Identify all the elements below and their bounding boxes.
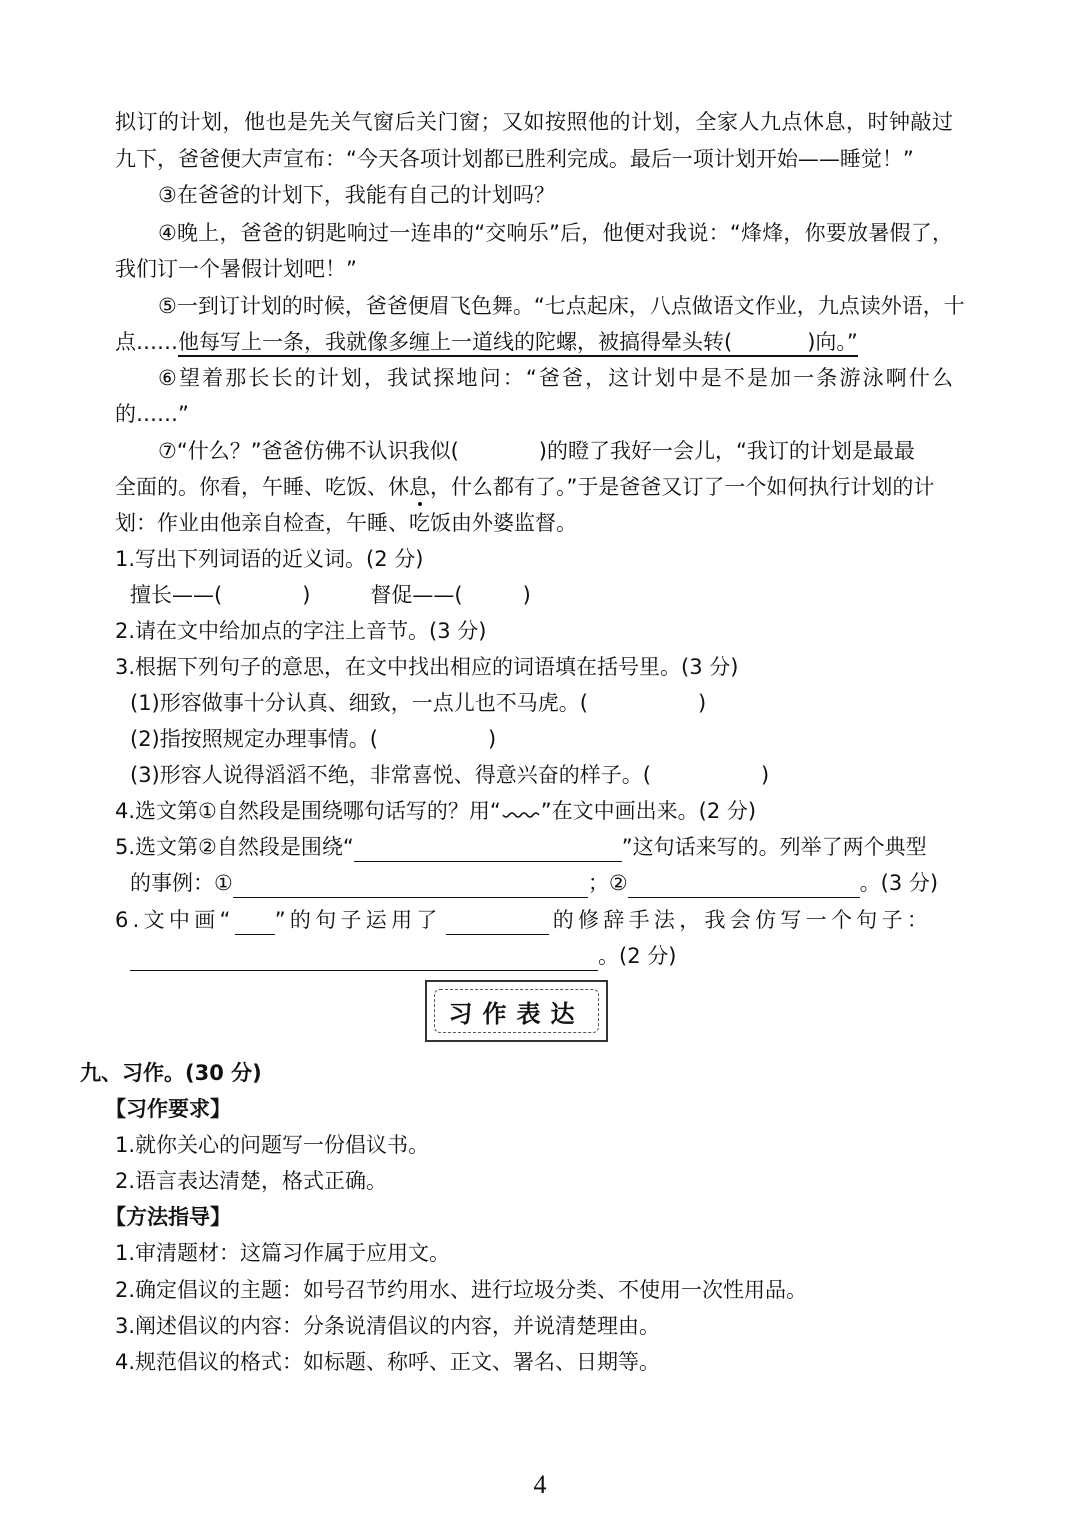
guide-4: 4.规范倡议的格式：如标题、称呼、正文、署名、日期等。 xyxy=(115,1350,661,1374)
text-segment: 5.选文第②自然段是围绕“ xyxy=(115,835,354,859)
text-segment: 6.文中画“ xyxy=(115,908,235,932)
passage-line: 拟订的计划，他也是先关气窗后关门窗；又如按照他的计划，全家人九点休息，时钟敲过 xyxy=(115,110,953,134)
text-segment: ”这句话来写的。列举了两个典型 xyxy=(621,835,927,859)
question-5 xyxy=(115,832,927,862)
requirements-heading: 【习作要求】 xyxy=(105,1097,231,1121)
question-1: 1.写出下列词语的近义词。(2 分) xyxy=(115,547,424,571)
text-segment: ) xyxy=(697,691,707,715)
text-segment: ，什么都有了。”于是爸爸又订了一个如何执行计划的计 xyxy=(430,475,935,499)
question-nine: 九、习作。(30 分) xyxy=(80,1061,262,1085)
paragraph-4-line: ④晚上，爸爸的钥匙响过一连串的“交响乐”后，他便对我说：“烽烽，你要放暑假了， xyxy=(158,221,953,245)
text-segment: )向。” xyxy=(807,330,858,354)
text-segment: 4.选文第①自然段是围绕哪句话写的？用“ xyxy=(115,799,501,823)
text-segment: 的修辞手法，我会仿写一个句子： xyxy=(552,908,933,932)
text-segment: ”的句子运用了 xyxy=(274,908,442,932)
text-segment: )的瞪了我好一会儿，“我订的计划是最最 xyxy=(538,439,915,463)
underline-sample xyxy=(235,910,275,935)
text-segment: 督促——( xyxy=(370,583,463,607)
text-segment: 全面的。你看，午睡、吃饭、休 xyxy=(115,475,409,499)
text-segment: 他每写上一条，我就像多缠上一道线的陀螺，被搞得晕头转( xyxy=(178,330,733,354)
question-5-examples xyxy=(130,868,938,898)
paragraph-7-line xyxy=(115,472,934,502)
paragraph-5-line: ⑤一到订计划的时候，爸爸便眉飞色舞。“七点起床，八点做语文作业，九点读外语，十 xyxy=(158,294,965,318)
answer-blank[interactable] xyxy=(354,837,622,862)
text-segment: (2)指按照规定办理事情。( xyxy=(130,727,378,751)
paragraph-4-line: 我们订一个暑假计划吧！” xyxy=(115,257,357,281)
text-segment: ⑦“什么？”爸爸仿佛不认识我似( xyxy=(158,439,459,463)
text-segment: ) xyxy=(302,583,311,607)
paragraph-6-line: 的……” xyxy=(115,402,189,426)
passage-line: 九下，爸爸便大声宣布：“今天各项计划都已胜利完成。最后一项计划开始——睡觉！” xyxy=(115,147,914,171)
text-segment: (1)形容做事十分认真、细致，一点儿也不马虎。( xyxy=(130,691,588,715)
page-number: 4 xyxy=(533,1470,547,1499)
section-title: 习作表达 xyxy=(448,998,585,1028)
guide-2: 2.确定倡议的主题：如号召节约用水、进行垃圾分类、不使用一次性用品。 xyxy=(115,1278,808,1302)
question-3-item-2 xyxy=(130,724,496,754)
guide-heading: 【方法指导】 xyxy=(105,1205,231,1229)
text-segment: 。(3 分) xyxy=(859,871,939,895)
question-3-item-1 xyxy=(130,688,706,718)
text-segment: ”在文中画出来。(2 分) xyxy=(540,799,757,823)
text-segment: ) xyxy=(487,727,497,751)
guide-1: 1.审清题材：这篇习作属于应用文。 xyxy=(115,1241,451,1265)
question-6 xyxy=(115,905,932,935)
paragraph-6-line: ⑥望着那长长的计划，我试探地问：“爸爸，这计划中是不是加一条游泳啊什么 xyxy=(158,366,953,390)
question-3: 3.根据下列句子的意思，在文中找出相应的词语填在括号里。(3 分) xyxy=(115,655,739,679)
requirement-2: 2.语言表达清楚，格式正确。 xyxy=(115,1169,388,1193)
answer-blank[interactable] xyxy=(446,910,549,935)
text-segment: ；② xyxy=(587,871,628,895)
text-segment: 擅长——( xyxy=(130,583,223,607)
text-segment: 的事例：① xyxy=(130,871,233,895)
paragraph-7-line: 划：作业由他亲自检查，午睡、吃饭由外婆监督。 xyxy=(115,511,577,535)
question-3-item-3 xyxy=(130,760,769,790)
paragraph-5-line xyxy=(115,327,858,357)
paragraph-3: ③在爸爸的计划下，我能有自己的计划吗？ xyxy=(158,183,555,207)
requirement-1: 1.就你关心的问题写一份倡议书。 xyxy=(115,1133,430,1157)
answer-blank[interactable] xyxy=(628,873,860,898)
question-6-answer xyxy=(130,941,676,971)
text-segment: (3)形容人说得滔滔不绝，非常喜悦、得意兴奋的样子。( xyxy=(130,763,651,787)
section-banner xyxy=(425,980,608,1042)
question-1-words xyxy=(130,580,531,610)
dotted-character: 息 xyxy=(409,475,430,499)
answer-blank[interactable] xyxy=(233,873,588,898)
question-2: 2.请在文中给加点的字注上音节。(3 分) xyxy=(115,619,487,643)
paragraph-7-line xyxy=(158,436,915,466)
underlined-sentence xyxy=(178,330,858,357)
text-segment: ) xyxy=(522,583,531,607)
text-segment: 。(2 分) xyxy=(598,944,677,968)
question-4 xyxy=(115,796,756,826)
text-segment: ) xyxy=(760,763,770,787)
wavy-line-icon xyxy=(501,810,541,820)
guide-3: 3.阐述倡议的内容：分条说清倡议的内容，并说清楚理由。 xyxy=(115,1314,661,1338)
text-segment: 点…… xyxy=(115,330,178,354)
answer-blank[interactable] xyxy=(130,946,598,971)
